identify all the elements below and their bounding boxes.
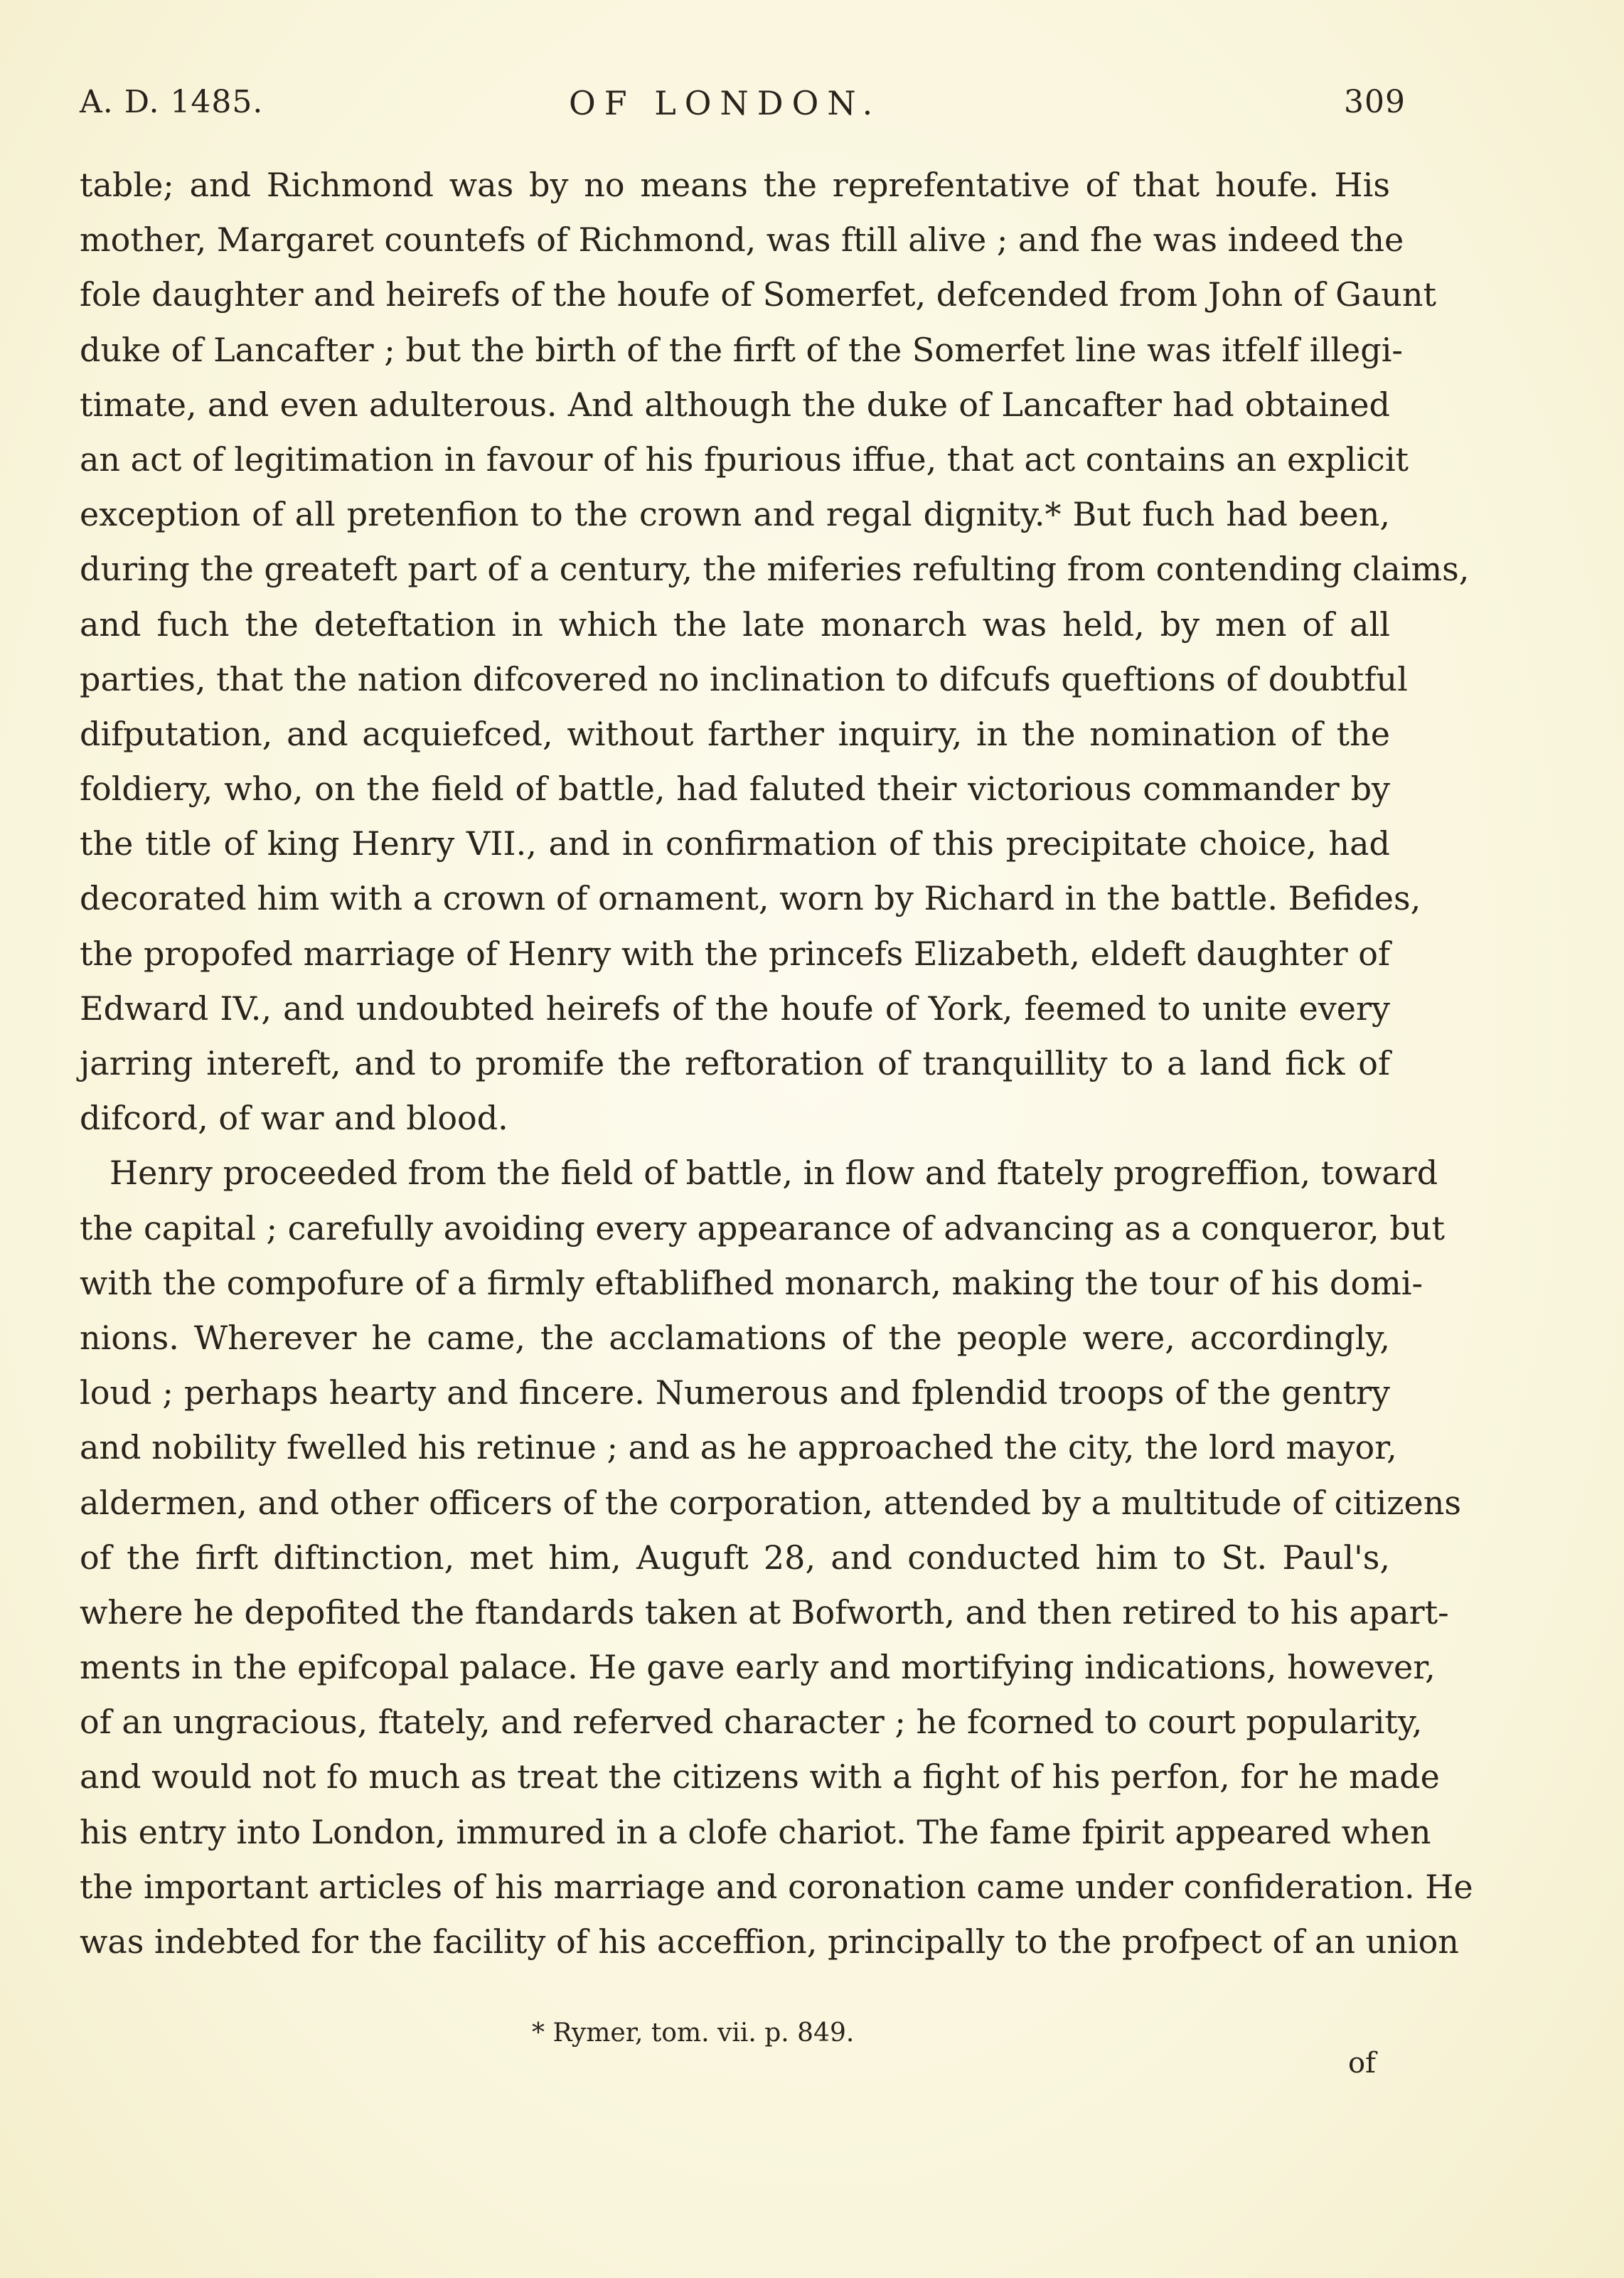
text-line: Edward IV., and undoubted heirefs of the houfe of York, feemed to unite every [80,989,1390,1028]
text-line: and nobility fwelled his retinue ; and as he approached the city, the lord mayor, [80,1428,1397,1467]
text-line: difputation, and acquiefced, without farther inquiry, in the nomination of the [80,714,1390,753]
text-line: mother, Margaret countefs of Richmond, was ftill alive ; and fhe was indeed the [80,220,1404,260]
text-line: with the compofure of a firmly eftablifhed monarch, making the tour of his domi- [80,1263,1423,1302]
text-line: the propofed marriage of Henry with the princefs Elizabeth, eldeft daughter of [80,934,1390,973]
text-line: where he depofited the ftandards taken at Bofworth, and then retired to his apart- [80,1592,1449,1632]
text-line: aldermen, and other officers of the corporation, attended by a multitude of citizens [80,1483,1461,1522]
text-line: jarring intereft, and to promife the reftoration of tranquillity to a land fick of [80,1044,1390,1082]
text-line: difcord, of war and blood. [80,1099,508,1138]
running-head-date: A. D. 1485. [80,84,264,120]
text-line: Henry proceeded from the field of battle, in flow and ftately progreffion, toward [109,1154,1438,1193]
text-line: loud ; perhaps hearty and fincere. Numerous and fplendid troops of the gentry [80,1373,1390,1412]
text-line: table; and Richmond was by no means the reprefentative of that houfe. His [80,166,1390,204]
text-line: foldiery, who, on the field of battle, had faluted their victorious commander by [80,770,1390,809]
text-line: and fuch the deteftation in which the late monarch was held, by men of all [80,605,1390,644]
text-line: timate, and even adulterous. And although the duke of Lancafter had obtained [80,385,1390,424]
text-line: of the firft diftinction, met him, Auguft 28, and conducted him to St. Paul's, [80,1538,1390,1577]
text-line: an act of legitimation in favour of his fpurious iffue, that act contains an explicit [80,440,1409,479]
text-line: nions. Wherever he came, the acclamations of the people were, accordingly, [80,1318,1390,1357]
text-line: of an ungracious, ftately, and referved character ; he fcorned to court popularity, [80,1703,1423,1742]
text-line: ments in the epifcopal palace. He gave early and mortifying indications, however, [80,1648,1436,1687]
text-line: duke of Lancafter ; but the birth of the firft of the Somerfet line was itfelf illegi- [80,330,1403,369]
footnote: * Rymer, tom. vii. p. 849. [532,2018,855,2048]
text-line: fole daughter and heirefs of the houfe of Somerfet, defcended from John of Gaunt [80,275,1437,314]
text-line: exception of all pretenfion to the crown and regal dignity.* But fuch had been, [80,495,1390,534]
text-line: the important articles of his marriage and coronation came under confideration. He [80,1867,1473,1906]
text-line: decorated him with a crown of ornament, worn by Richard in the battle. Befides, [80,879,1421,918]
page-number: 309 [1344,84,1406,120]
text-line: the capital ; carefully avoiding every appearance of advancing as a conqueror, but [80,1208,1445,1247]
text-line: the title of king Henry VII., and in confirmation of this precipitate choice, had [80,824,1390,863]
text-line: parties, that the nation difcovered no inclination to difcufs queftions of doubtful [80,659,1408,698]
text-line: was indebted for the facility of his acceffion, principally to the profpect of an union [80,1922,1459,1961]
text-line: and would not fo much as treat the citizens with a fight of his perfon, for he made [80,1757,1440,1797]
text-line: his entry into London, immured in a clofe chariot. The fame fpirit appeared when [80,1812,1431,1851]
running-head-title: OF LONDON. [569,84,882,122]
catchword: of [1348,2047,1376,2080]
text-line: during the greateft part of a century, the miferies refulting from contending claims, [80,550,1470,589]
body-text [80,158,1473,1969]
